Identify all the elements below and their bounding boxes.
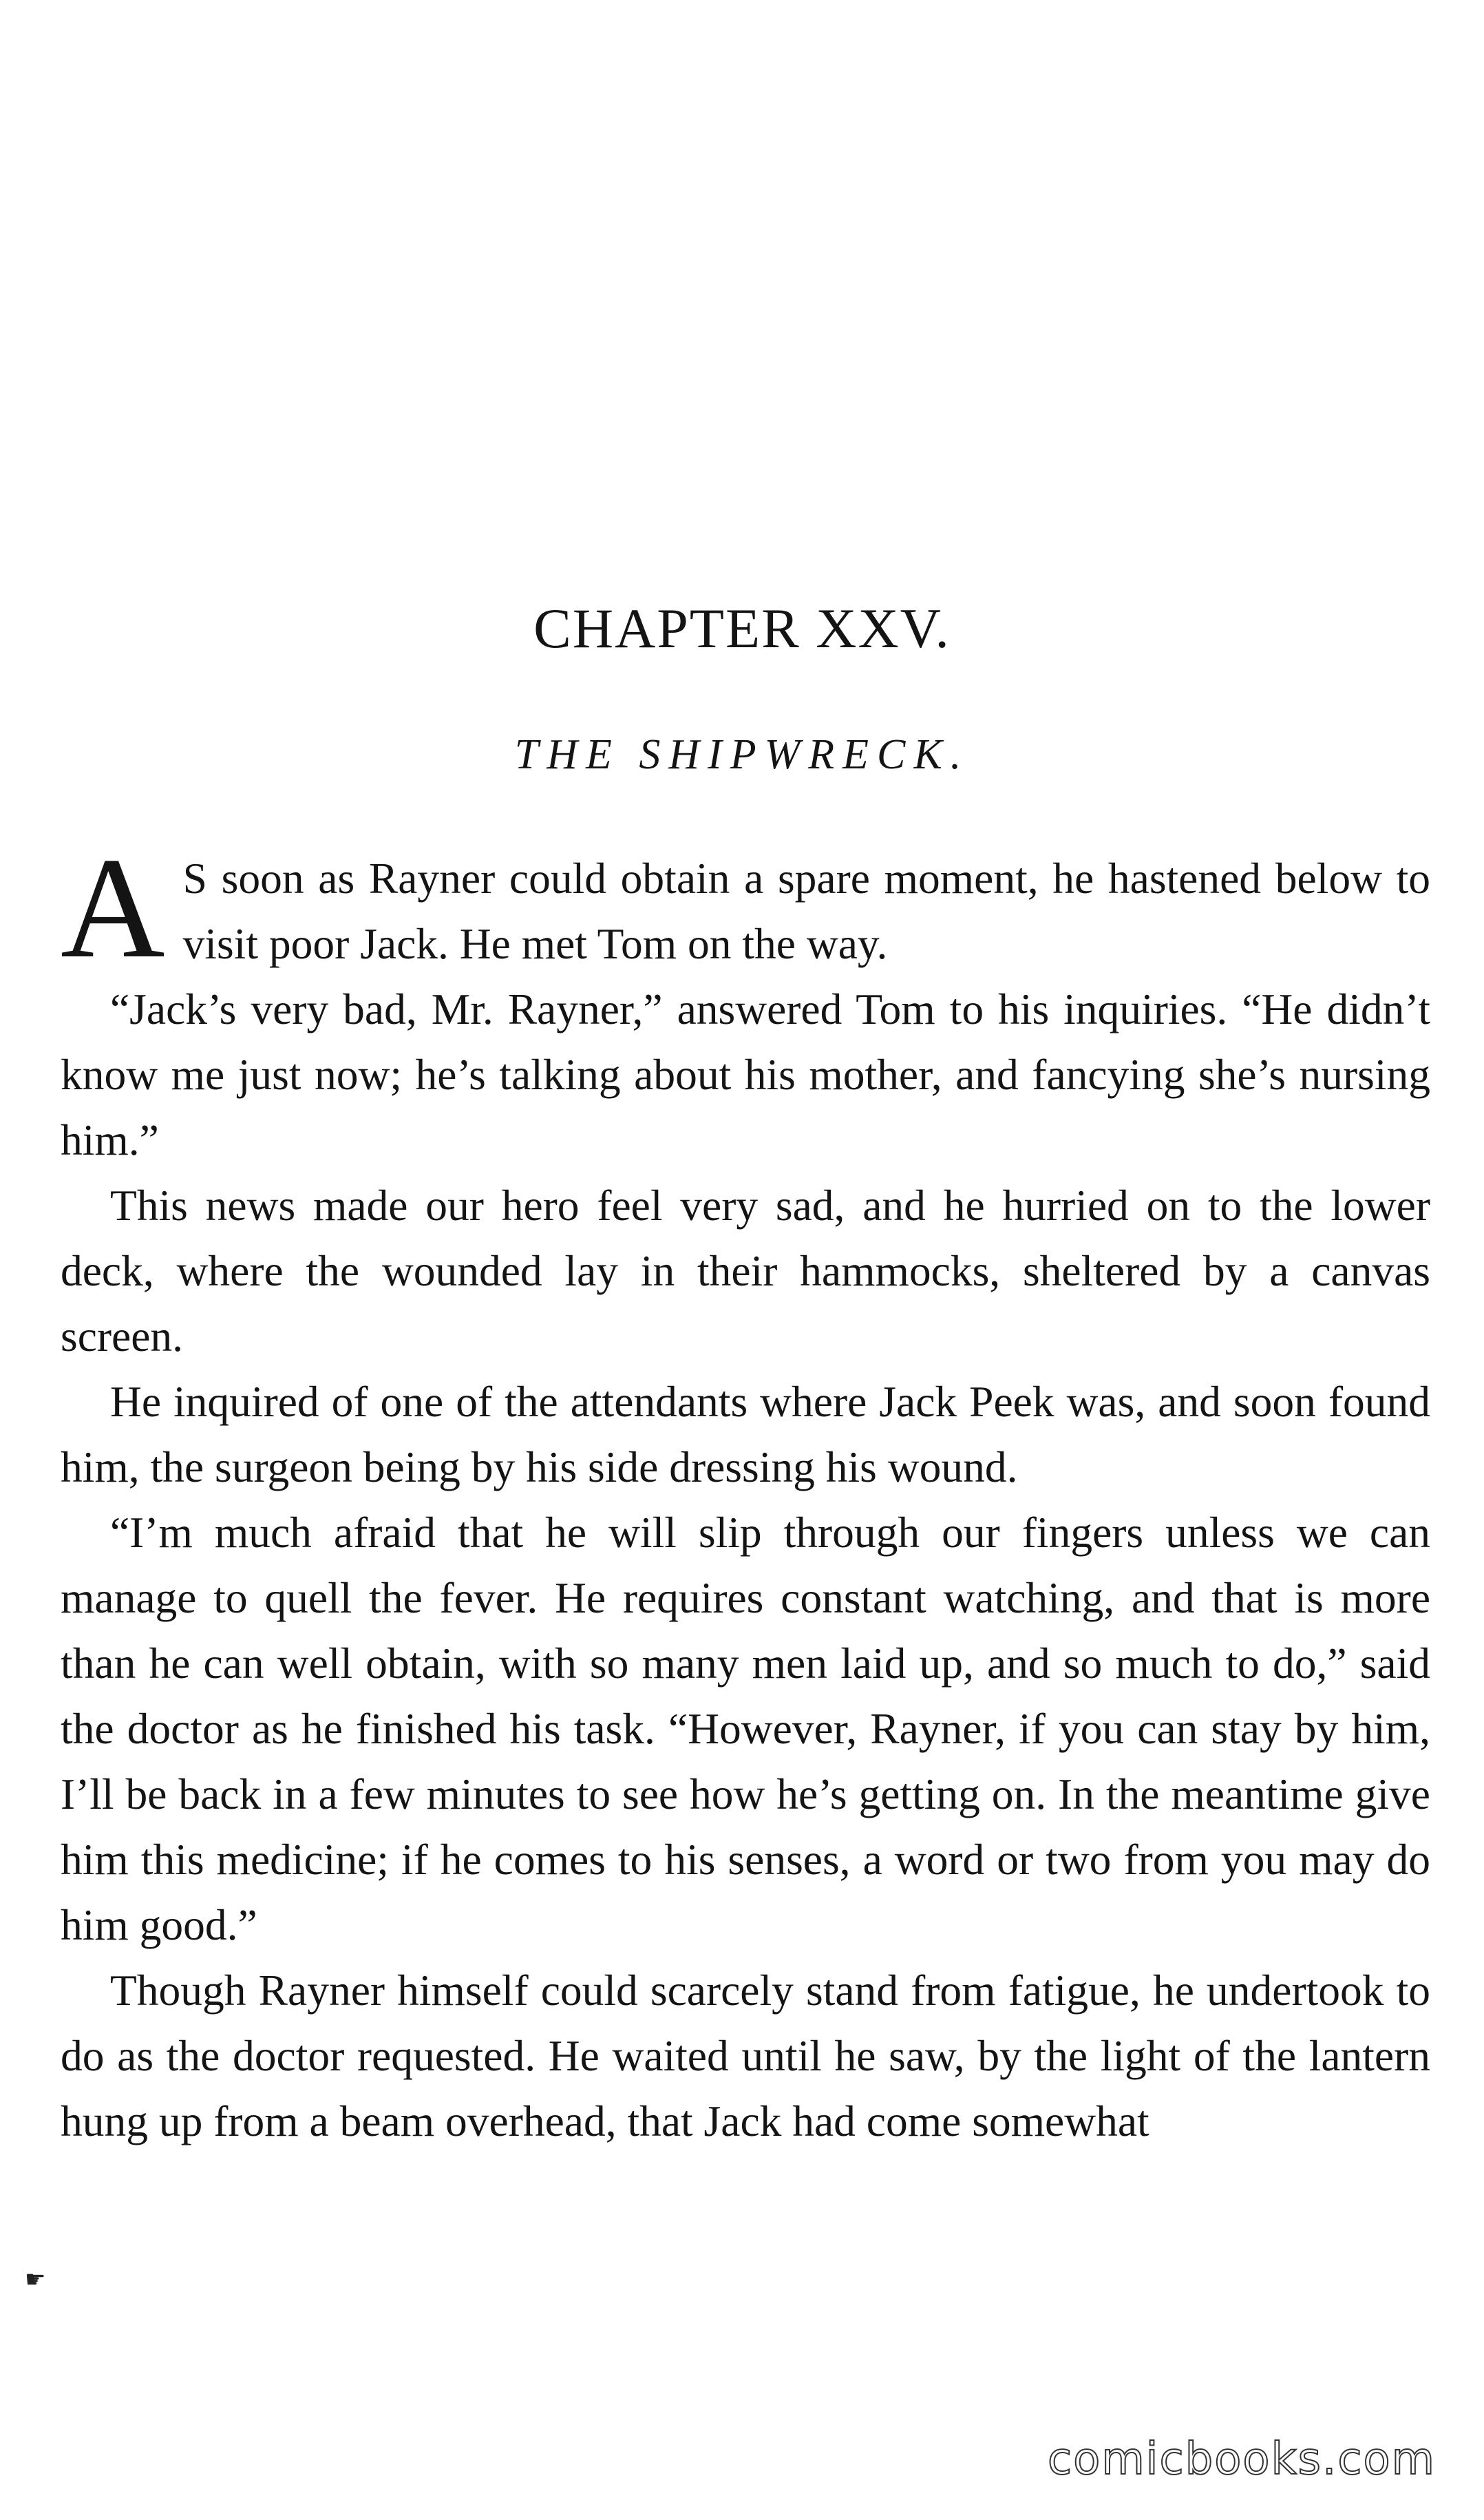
paragraph-1-text: S soon as Rayner could obtain a spare moment, he hastened below to visit poor Jack. He met Tom on the way. xyxy=(182,854,1430,968)
paragraph-4: He inquired of one of the attendants where Jack Peek was, and soon found him, the surgeon being by his side dressing his wound. xyxy=(61,1377,1430,1491)
paragraph-1 xyxy=(61,828,1430,988)
watermark: comicbooks.com xyxy=(1047,2434,1436,2485)
chapter-subtitle: THE SHIPWRECK. xyxy=(514,731,970,778)
paragraph-3: This news made our hero feel very sad, and he hurried on to the lower deck, where the wounded lay in their hammocks, sheltered by a canvas screen. xyxy=(61,1181,1430,1361)
drop-cap: A xyxy=(61,828,165,988)
paragraph-5: “I’m much afraid that he will slip through our fingers unless we can manage to quell the fever. He requires constant watching, and that is more than he can well obtain, with so many men laid up, and so much to do,” said the doctor as he finished his task. “However, Rayner, if you can stay by him, I’ll be back in a few minutes to see how he’s getting on. In the meantime give him this medicine; if he comes to his senses, a word or two from you may do him good.” xyxy=(61,1508,1430,1949)
chapter-body xyxy=(61,828,1430,2154)
chapter-title: CHAPTER XXV. xyxy=(533,597,951,660)
pointing-hand-icon: ☛ xyxy=(25,2267,46,2293)
paragraph-6: Though Rayner himself could scarcely stand from fatigue, he undertook to do as the doctor requested. He waited until he saw, by the light of the lantern hung up from a beam overhead, that Jack had come somewhat xyxy=(61,1966,1430,2145)
paragraph-2: “Jack’s very bad, Mr. Rayner,” answered Tom to his inquiries. “He didn’t know me just now; he’s talking about his mother, and fancying she’s nursing him.” xyxy=(61,985,1430,1164)
